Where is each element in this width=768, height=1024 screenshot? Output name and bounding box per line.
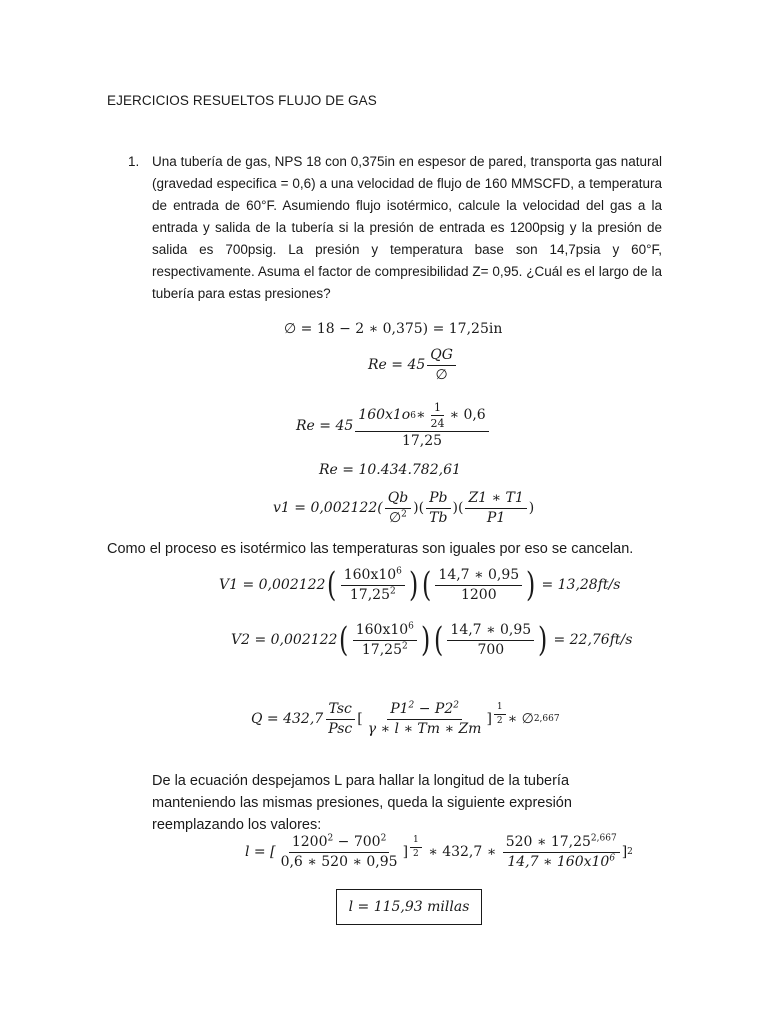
fraction: $\frac{1}{24}$	[430, 401, 445, 431]
paragraph-isothermal: Como el proceso es isotérmico las temperaturas son iguales por eso se cancelan.	[107, 541, 634, 557]
fraction: $\frac{QG}{\emptyset}$	[427, 347, 456, 384]
fraction: 160x1o 6 ∗ $\frac{1}{24}$ ∗ 0,6 17,25	[355, 401, 488, 450]
problem-statement: Una tubería de gas, NPS 18 con 0,375in en espesor de pared, transporta gas natural (gravedad especifica = 0,6) a una velocidad de flujo de 160 MMSCFD, a temperatura de entrada de 60°F. Asumiendo flujo isotérmico, calcule la velocidad del gas a la entrada y salida de la tubería si la presión de entrada es 1200psig y la presión de salida es 700psig. La presión y temperatura base son 14,7psia y 60°F, respectivamente. Asuma el factor de compresibilidad Z= 0,95. ¿Cuál es el largo de la tubería para estas presiones?	[152, 154, 662, 301]
equation-diameter-text: ∅ = 18 − 2 ∗ 0,375) = 17,25in	[284, 321, 503, 337]
equation-l-formula: l = [ $\frac{1200^2 - 700^2}{0,6 ∗ 520 ∗ 0,95}$ ] $\frac{1}{2}$ ∗ 432,7 ∗ $\frac{520 ∗ 17,25^{2,667}}{14,7 ∗ 160x10^6}$ ] 2	[245, 833, 633, 870]
equation-re-substitution: Re = 45 160x1o 6 ∗ $\frac{1}{24}$ ∗ 0,6 17,25	[296, 401, 491, 450]
fraction: $\frac{1}{2}$	[494, 702, 506, 727]
fraction: $\frac{Pb}{Tb}$	[426, 490, 450, 527]
equation-q-formula: Q = 432,7 $\frac{\text{Tsc}}{\text{Psc}}$ [ $\frac{P1^2 - P2^2}{\gamma ∗ l ∗ Tm ∗ Zm}$ ] $\frac{1}{2}$ ∗ ∅ 2,667	[251, 700, 560, 737]
equation-diameter	[284, 321, 502, 337]
fraction: $\frac{\text{Tsc}}{\text{Psc}}$	[325, 701, 355, 738]
equation-v2-calc: V2 = 0,002122 ( $\frac{160x10^6}{17,25^2}$ ) ( $\frac{14,7 ∗ 0,95}{700}$ ) = 22,76ft/s	[231, 620, 633, 661]
fraction: $\frac{14,7 ∗ 0,95}{1200}$	[435, 567, 522, 604]
document-title: EJERCICIOS RESUELTOS FLUJO DE GAS	[107, 93, 377, 108]
result-length: l = 115,93 millas	[348, 899, 470, 915]
paragraph-solve-length: De la ecuación despejamos L para hallar la longitud de la tubería manteniendo las mismas presiones, queda la siguiente expresión reemplazando los valores:	[152, 773, 572, 833]
fraction: $\frac{160x10^6}{17,25^2}$	[341, 567, 405, 604]
equation-v1-formula: v1 = 0,002122( $\frac{Qb}{\emptyset^2}$ )( $\frac{Pb}{Tb}$ )( $\frac{Z1 ∗ T1}{P1}$ )	[273, 490, 535, 526]
fraction: $\frac{Qb}{\emptyset^2}$	[385, 490, 411, 527]
fraction: $\frac{Z1 ∗ T1}{P1}$	[465, 490, 526, 527]
equation-v1-calc: V1 = 0,002122 ( $\frac{160x10^6}{17,25^2}$ ) ( $\frac{14,7 ∗ 0,95}{1200}$ ) = 13,28ft/s	[219, 565, 621, 606]
equation-re-result: Re = 10.434.782,61	[319, 462, 461, 478]
fraction: $\frac{520 ∗ 17,25^{2,667}}{14,7 ∗ 160x10^6}$	[503, 834, 620, 871]
equation-re-formula: Re = 45 $\frac{QG}{\emptyset}$	[368, 347, 458, 384]
fraction: $\frac{P1^2 - P2^2}{\gamma ∗ l ∗ Tm ∗ Zm}$	[367, 700, 482, 737]
fraction: $\frac{1200^2 - 700^2}{0,6 ∗ 520 ∗ 0,95}$	[280, 833, 398, 870]
fraction: $\frac{160x10^6}{17,25^2}$	[353, 622, 417, 659]
result-box	[336, 889, 482, 925]
problem-number: 1.	[128, 154, 140, 169]
fraction: $\frac{14,7 ∗ 0,95}{700}$	[447, 622, 534, 659]
fraction: $\frac{1}{2}$	[410, 835, 422, 860]
